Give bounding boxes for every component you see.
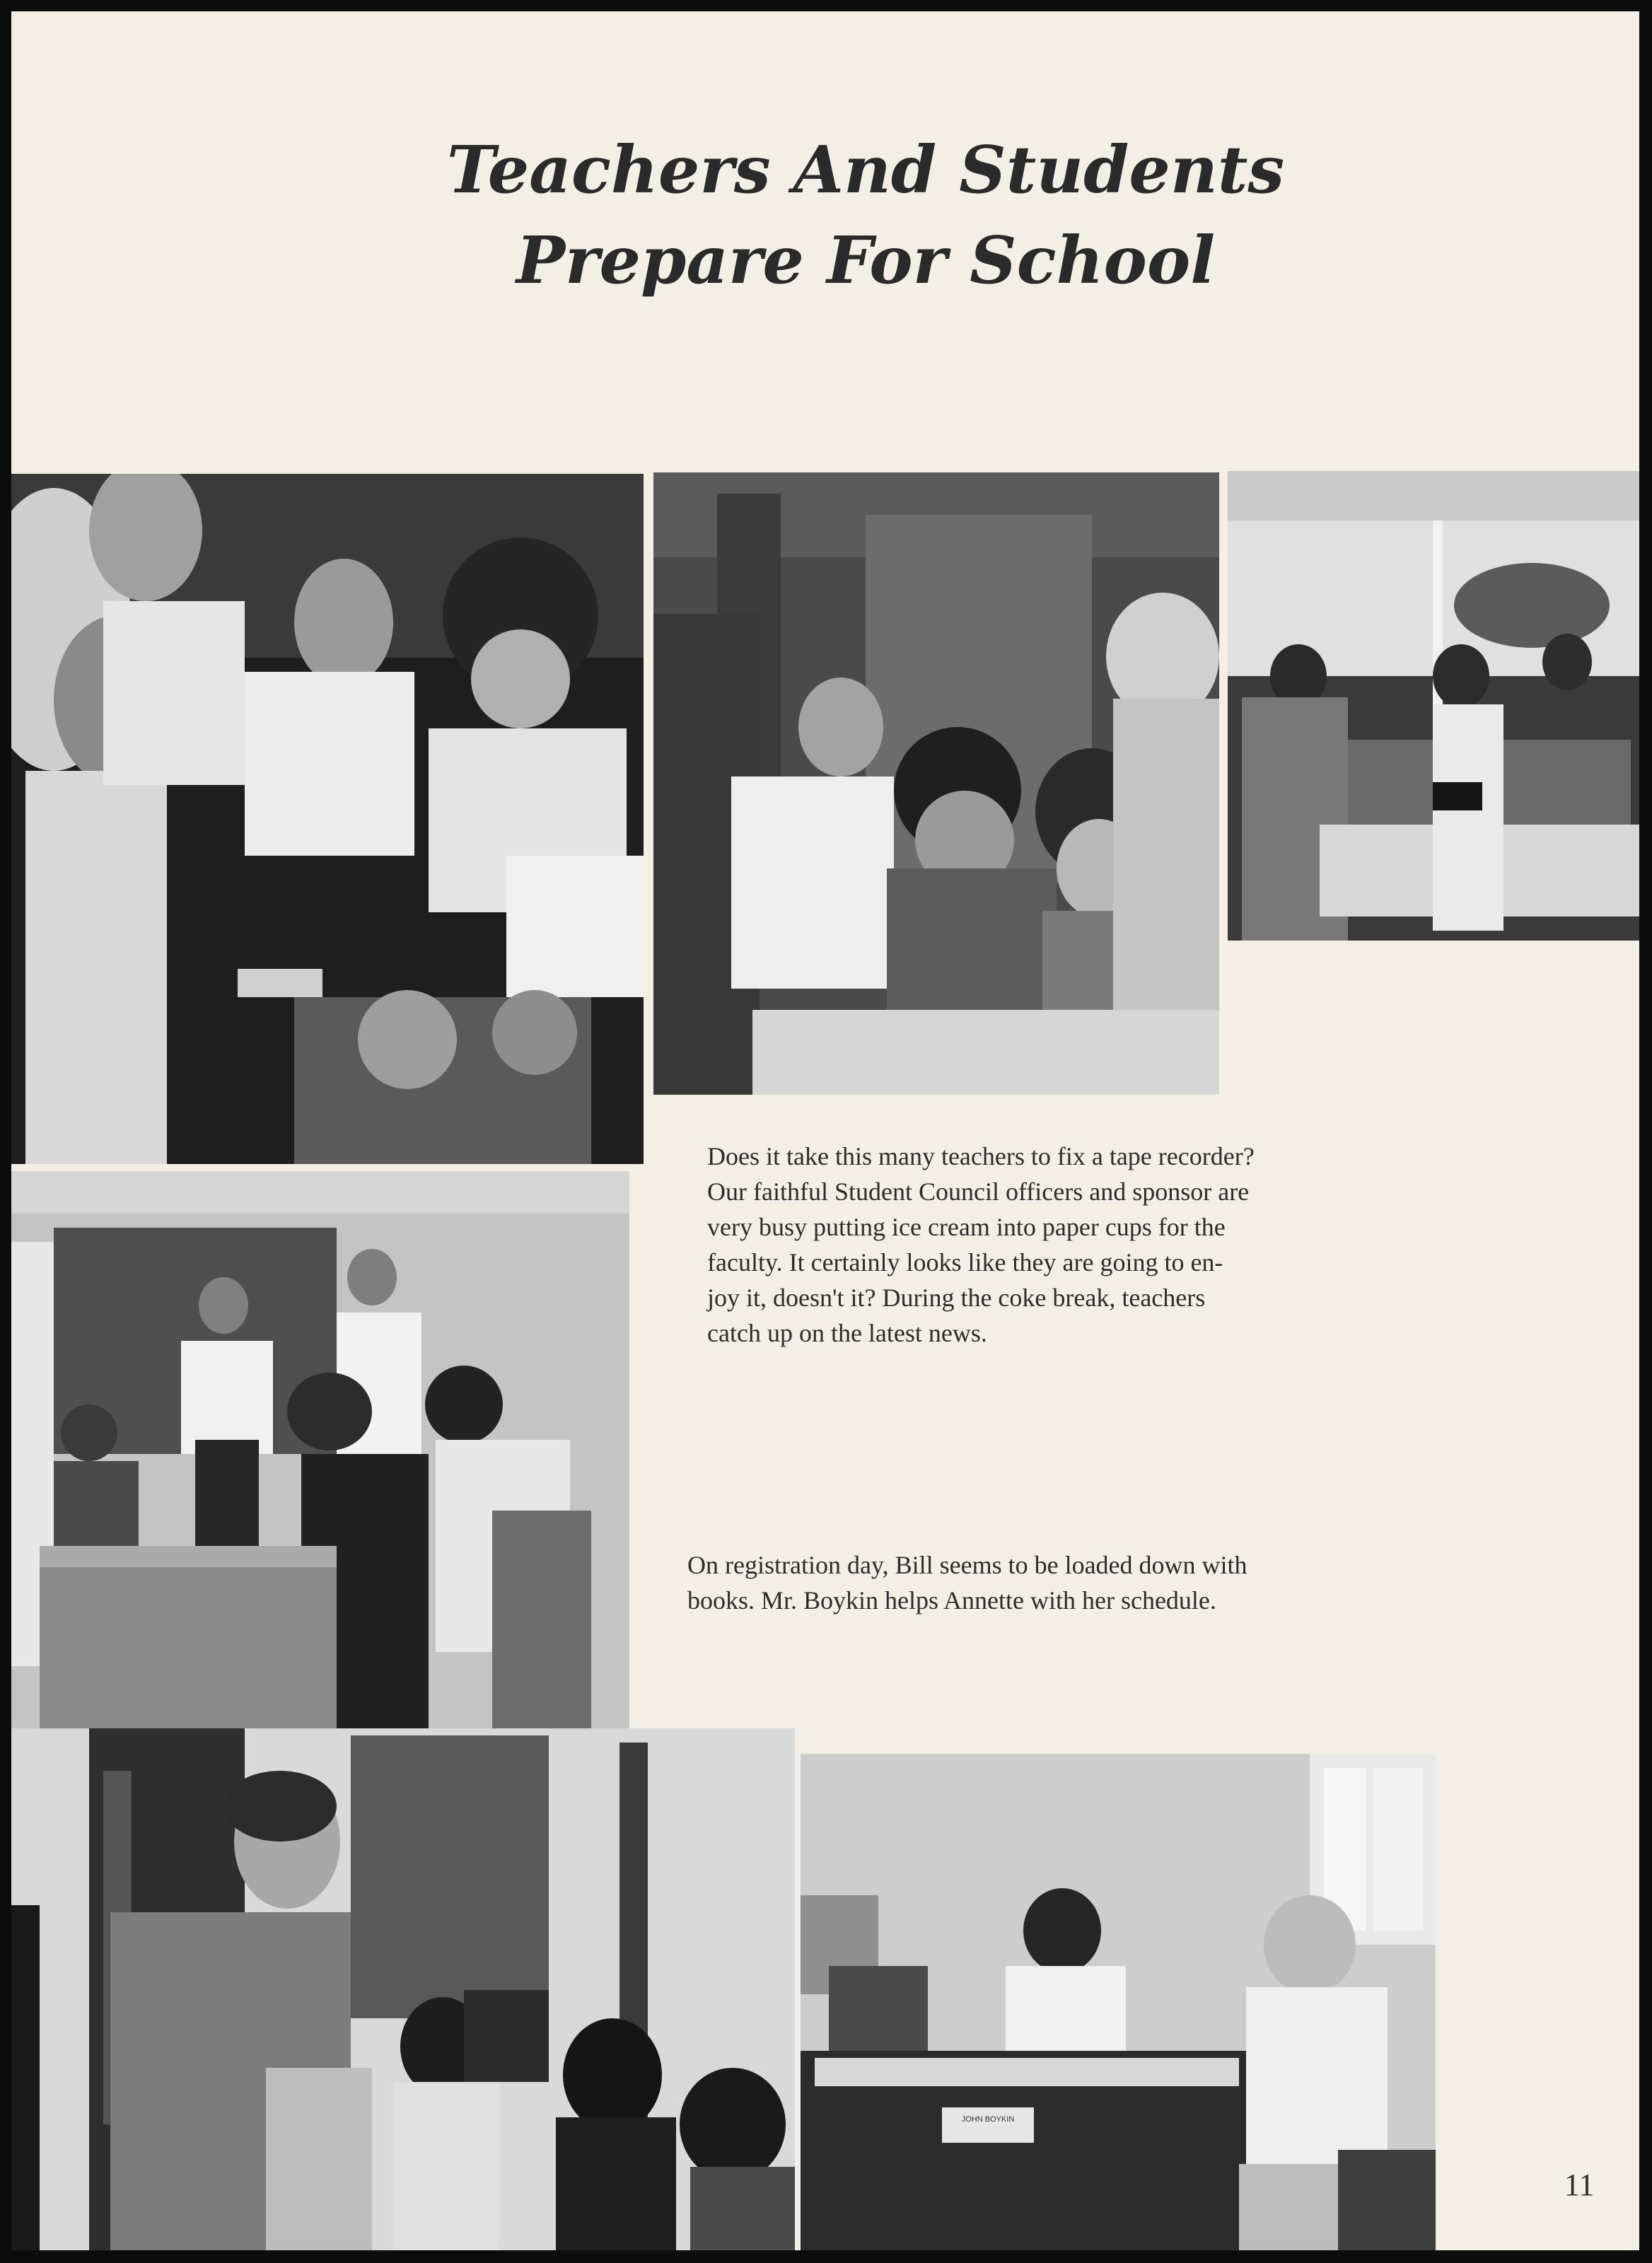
- photo-teachers-seated: [11, 1171, 629, 1733]
- photo-boykin-annette: [801, 1754, 1436, 2250]
- caption-top: Does it take this many teachers to fix a tape recorder? Our faithful Student Council officers and sponsor are very busy putting ice cream into paper cups for the faculty. It certainly looks like they are going to en- joy it, doesn't it? During the coke break, teachers catch up on the latest news.: [707, 1142, 1255, 1347]
- yearbook-page: [11, 11, 1639, 2250]
- title-line-1: Teachers And Students: [446, 132, 1285, 208]
- nameplate: JOHN BOYKIN: [961, 2115, 1015, 2124]
- photo-registration-bill: [11, 1728, 795, 2250]
- page-title: [40, 124, 1639, 306]
- page-number: 11: [1564, 2168, 1595, 2202]
- photo-coke-break: [1228, 471, 1639, 941]
- caption-bottom: On registration day, Bill seems to be loaded down with books. Mr. Boykin helps Annette with her schedule.: [687, 1551, 1247, 1615]
- title-line-2: Prepare For School: [516, 222, 1216, 298]
- photo-ice-cream: [653, 472, 1219, 1095]
- photo-tape-recorder: [11, 474, 644, 1164]
